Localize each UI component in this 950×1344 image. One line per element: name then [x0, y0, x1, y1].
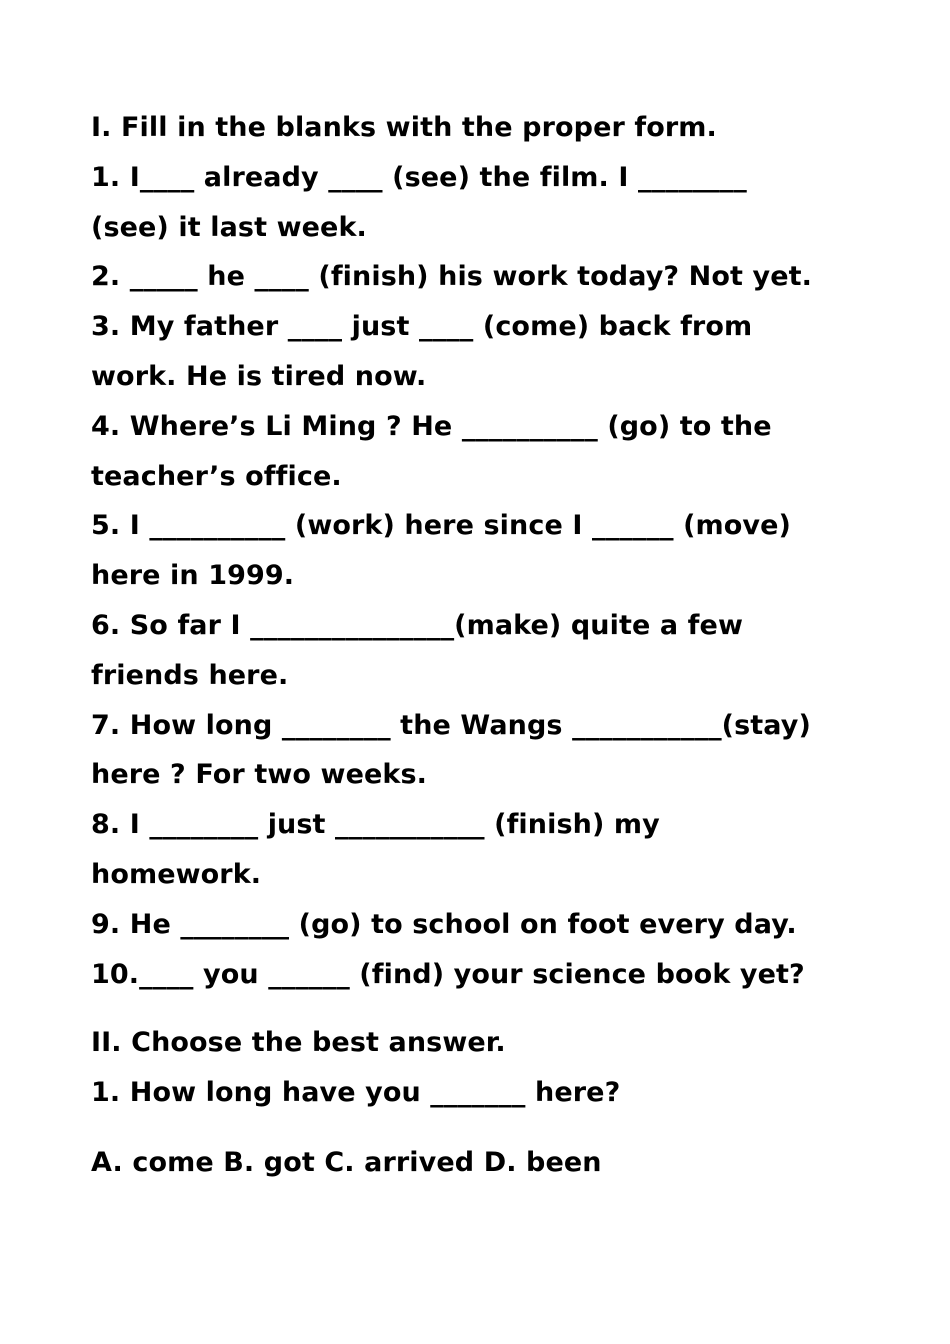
question-7-line-1: 7. How long ________ the Wangs ___________(stay)	[91, 709, 811, 741]
worksheet	[91, 103, 911, 1188]
section-2-heading: II. Choose the best answer.	[91, 1027, 506, 1059]
question-4-line-1: 4. Where’s Li Ming ? He __________ (go) to the	[91, 410, 772, 442]
question-8-line-2: homework.	[91, 858, 262, 890]
question-10-line-1: 10.____ you ______ (find) your science book yet?	[91, 958, 805, 990]
question-2-line-1: 2. _____ he ____ (finish) his work today? Not yet.	[91, 261, 813, 293]
question-9-line-1: 9. He ________ (go) to school on foot every day.	[91, 908, 797, 940]
question-3-line-2: work. He is tired now.	[91, 360, 427, 392]
choice-question-1: 1. How long have you _______ here?	[91, 1077, 621, 1109]
question-7-line-2: here ? For two weeks.	[91, 759, 427, 791]
question-1-line-2: (see) it last week.	[91, 211, 367, 243]
choice-question-1-options: A. come B. got C. arrived D. been	[91, 1146, 602, 1178]
question-8-line-1: 8. I ________ just ___________ (finish) my	[91, 809, 660, 841]
section-1-heading: I. Fill in the blanks with the proper form.	[91, 112, 717, 143]
question-5-line-2: here in 1999.	[91, 560, 295, 592]
question-4-line-2: teacher’s office.	[91, 460, 342, 492]
options-spacer	[91, 1118, 911, 1138]
question-5-line-1: 5. I __________ (work) here since I ______ (move)	[91, 510, 791, 542]
question-1-line-1: 1. I____ already ____ (see) the film. I ________	[91, 161, 747, 193]
question-6-line-2: friends here.	[91, 659, 289, 691]
question-6-line-1: 6. So far I _______________(make) quite a few	[91, 609, 743, 641]
question-3-line-1: 3. My father ____ just ____ (come) back from	[91, 311, 753, 343]
section-spacer	[91, 999, 911, 1018]
